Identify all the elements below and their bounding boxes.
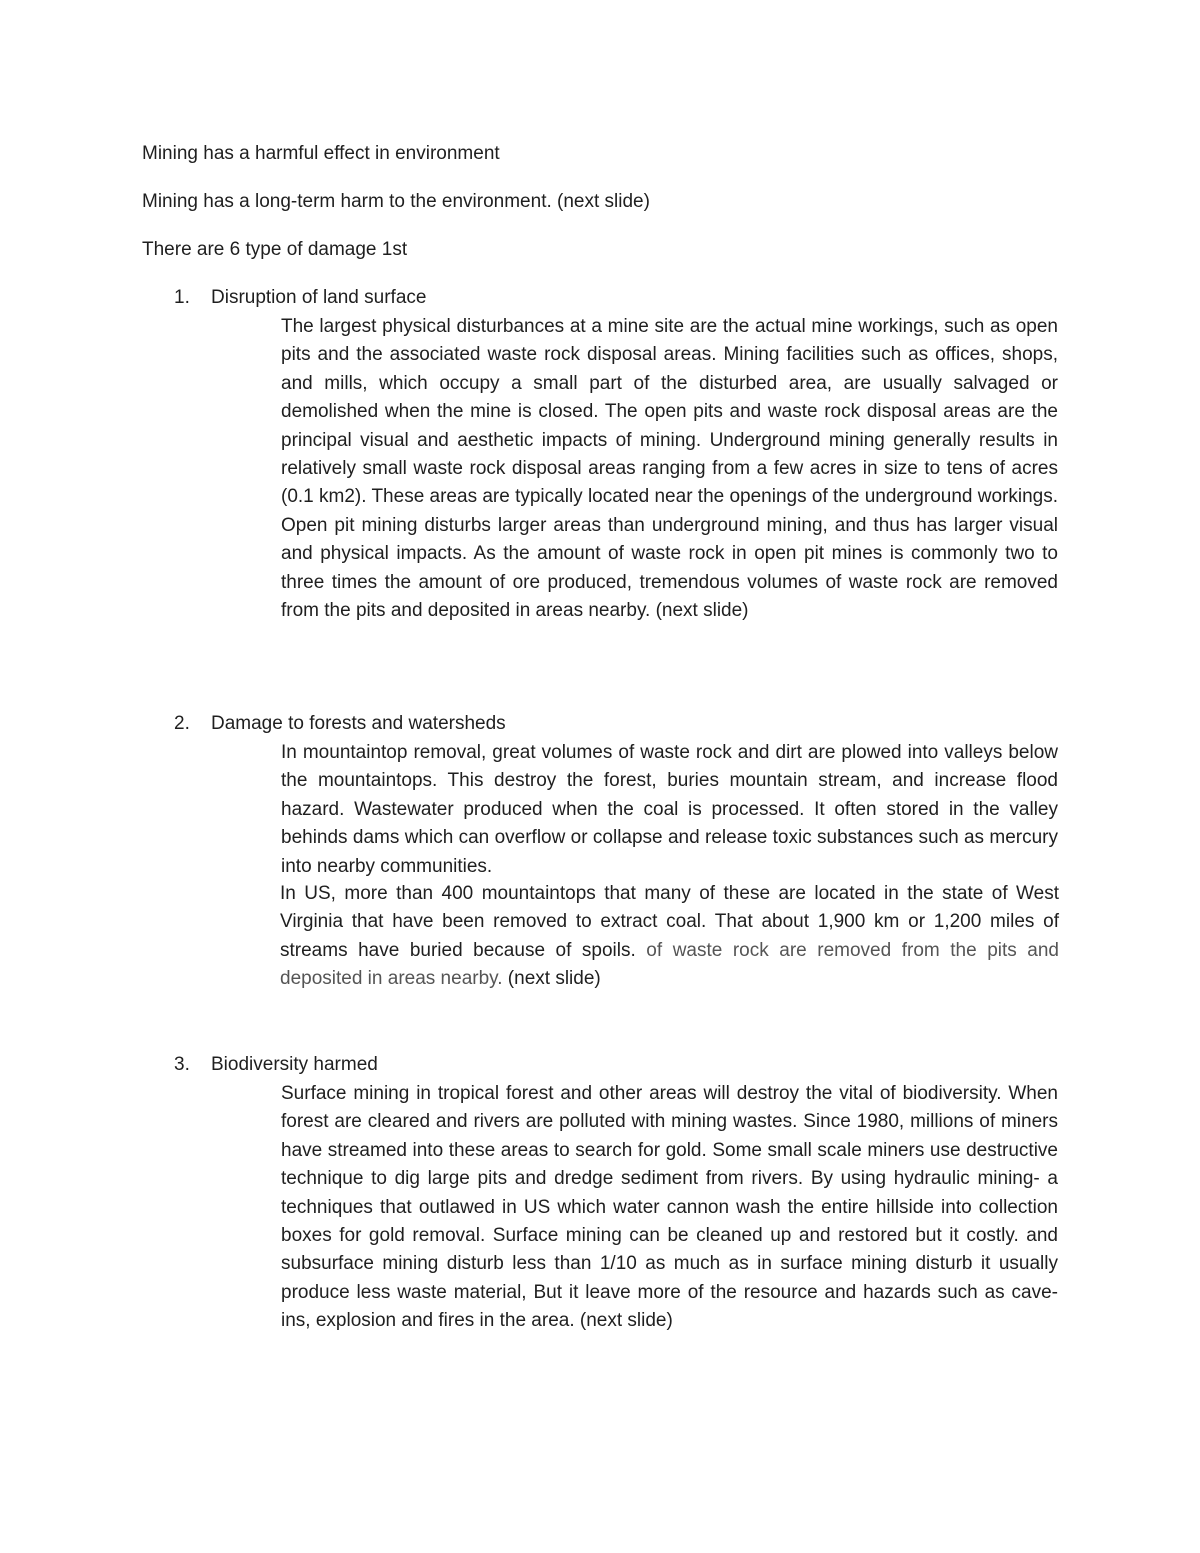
list-item-number: 2.	[174, 713, 190, 734]
list-item-paragraph: In mountaintop removal, great volumes of waste rock and dirt are plowed into valleys below the mountaintops. This destroy the forest, buries mountain stream, and increase flood hazard. Wastewater produced when the coal is processed. It often stored in the valley behinds dams which can overflow or collapse and release toxic substances such as mercury into nearby communities.	[281, 742, 1058, 877]
list-item-heading	[174, 710, 506, 738]
paragraph-text: In US, more than 400 mountaintops that many of these are located in the state of West Virginia that have been removed to extract coal. That about 1,900 km or 1,200 miles of streams have buried because of spoils.	[280, 883, 1059, 961]
list-item-title: Biodiversity harmed	[211, 1054, 378, 1075]
list-item-title: Disruption of land surface	[211, 287, 427, 308]
list-item-title: Damage to forests and watersheds	[211, 713, 506, 734]
list-item-number: 3.	[174, 1054, 190, 1075]
list-item-number: 1.	[174, 287, 190, 308]
list-item-heading	[174, 1051, 378, 1079]
next-slide-note: (next slide)	[502, 968, 601, 990]
document-title-line: Mining has a harmful effect in environment	[142, 143, 500, 164]
intro-line: There are 6 type of damage 1st	[142, 239, 408, 260]
list-item-paragraph	[280, 880, 1059, 994]
paragraph-text-faded: of waste rock are removed from the pits and deposited in areas nearby.	[280, 939, 1059, 990]
list-item-paragraph: The largest physical disturbances at a mine site are the actual mine workings, such as open pits and the associated waste rock disposal areas. Mining facilities such as offices, shops, and mills, which occupy a small part of the disturbed area, are usually salvaged or demolished when the mine is closed. The open pits and waste rock disposal areas are the principal visual and aesthetic impacts of mining. Underground mining generally results in relatively small waste rock disposal areas ranging from a few acres in size to tens of acres (0.1 km2). These areas are typically located near the openings of the underground workings. Open pit mining disturbs larger areas than underground mining, and thus has larger visual and physical impacts. As the amount of waste rock in open pit mines is commonly two to three times the amount of ore produced, tremendous volumes of waste rock are removed from the pits and deposited in areas nearby. (next slide)	[281, 316, 1058, 622]
list-item-heading	[174, 284, 426, 312]
list-item-paragraph: Surface mining in tropical forest and other areas will destroy the vital of biodiversity. When forest are cleared and rivers are polluted with mining wastes. Since 1980, millions of miners have streamed into these areas to search for gold. Some small scale miners use destructive technique to dig large pits and dredge sediment from rivers. By using hydraulic mining- a techniques that outlawed in US which water cannon wash the entire hillside into collection boxes for gold removal. Surface mining can be cleaned up and restored but it costly. and subsurface mining disturb less than 1/10 as much as in surface mining disturb it usually produce less waste material, But it leave more of the resource and hazards such as cave-ins, explosion and fires in the area. (next slide)	[281, 1083, 1058, 1332]
subtitle-line: Mining has a long-term harm to the environment. (next slide)	[142, 191, 650, 212]
